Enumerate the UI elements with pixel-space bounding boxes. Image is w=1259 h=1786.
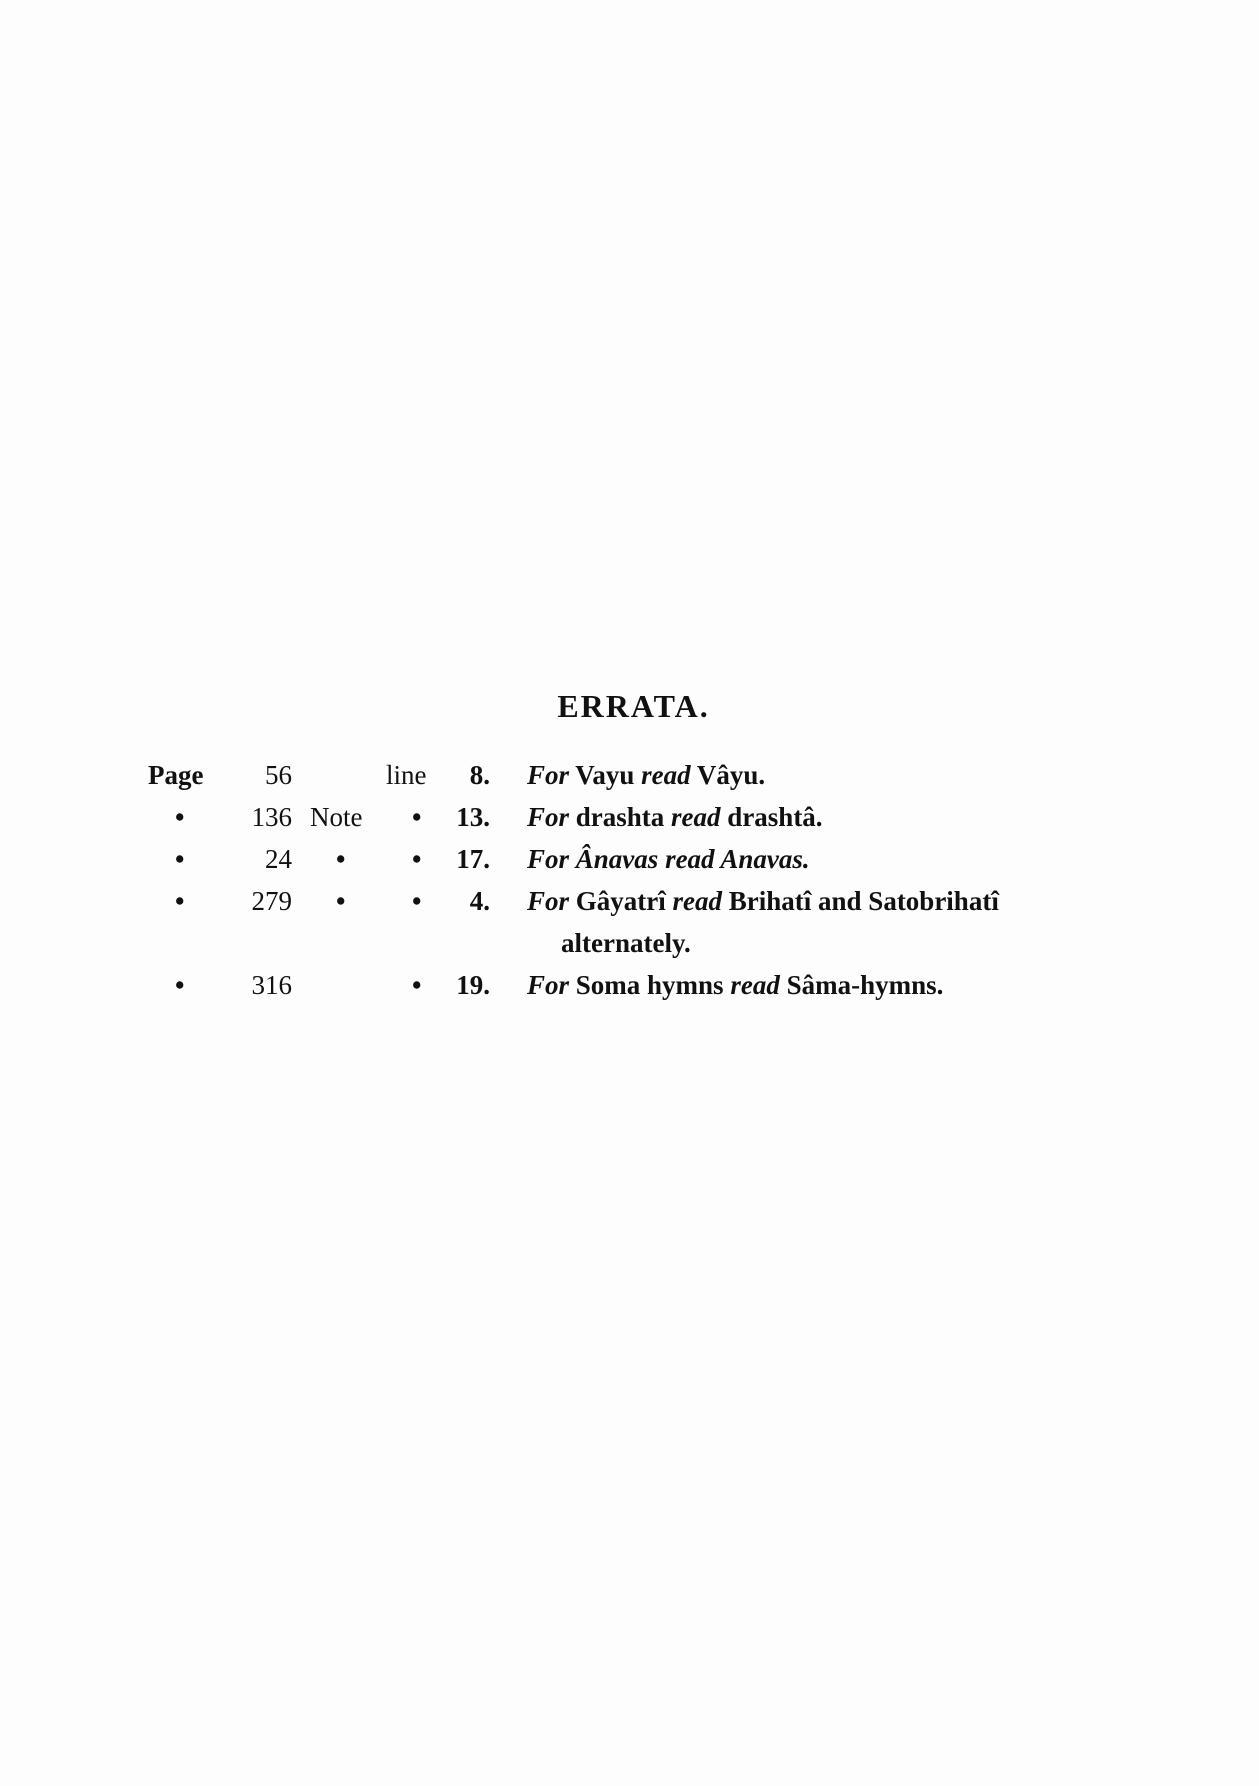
ditto-mark: • xyxy=(175,844,185,874)
correction-text xyxy=(527,797,823,837)
for-label: For xyxy=(527,760,570,790)
wrong-reading: Ânavas xyxy=(575,844,659,874)
errata-entry xyxy=(0,839,1259,883)
read-label: read xyxy=(730,970,780,1000)
correct-reading: Vâyu. xyxy=(696,760,766,790)
read-label: read xyxy=(671,802,721,832)
ditto-mark: • xyxy=(412,844,422,874)
line-number: 4. xyxy=(469,886,490,916)
read-label: read xyxy=(641,760,691,790)
errata-entry xyxy=(0,797,1259,841)
ditto-mark: • xyxy=(175,802,185,832)
ditto-mark: • xyxy=(175,886,185,916)
correct-reading: drashtâ. xyxy=(727,802,823,832)
note-label: Note xyxy=(310,802,363,832)
errata-title: ERRATA. xyxy=(557,688,710,724)
ditto-mark: • xyxy=(336,844,346,874)
for-label: For xyxy=(527,802,570,832)
ditto-mark: • xyxy=(336,886,346,916)
line-number: 13. xyxy=(456,802,490,832)
page-number: 279 xyxy=(251,886,292,916)
wrong-reading: Vayu xyxy=(575,760,635,790)
wrong-reading: drashta xyxy=(575,802,665,832)
correction-text xyxy=(527,881,999,921)
read-label: read xyxy=(672,886,723,916)
wrong-reading: Soma hymns xyxy=(575,970,724,1000)
page-number: 56 xyxy=(265,760,292,790)
page-number: 316 xyxy=(251,970,292,1000)
correction-text xyxy=(527,965,943,1005)
page-number: 136 xyxy=(251,802,292,832)
page-label: Page xyxy=(148,760,204,790)
for-label: For xyxy=(527,886,570,916)
correct-reading: Sâma-hymns. xyxy=(786,970,944,1000)
ditto-mark: • xyxy=(412,886,422,916)
wrong-reading: Gâyatrî xyxy=(575,886,666,916)
continuation-text: alternately. xyxy=(561,928,691,958)
read-label: read xyxy=(665,844,715,874)
correction-text xyxy=(527,839,810,879)
line-number: 8. xyxy=(469,760,490,790)
line-number: 19. xyxy=(456,970,490,1000)
correction-text xyxy=(527,755,765,795)
line-label: line xyxy=(386,760,427,790)
ditto-mark: • xyxy=(175,970,185,1000)
errata-entry xyxy=(0,755,1259,799)
correct-reading: Brihatî and Satobrihatî xyxy=(728,886,999,916)
line-number: 17. xyxy=(456,844,490,874)
page-number: 24 xyxy=(265,844,292,874)
errata-entry-continuation xyxy=(0,923,1259,967)
errata-entry xyxy=(0,881,1259,925)
errata-entry xyxy=(0,965,1259,1009)
for-label: For xyxy=(527,970,570,1000)
correct-reading: Anavas. xyxy=(720,844,810,874)
ditto-mark: • xyxy=(412,970,422,1000)
ditto-mark: • xyxy=(412,802,422,832)
for-label: For xyxy=(527,844,570,874)
